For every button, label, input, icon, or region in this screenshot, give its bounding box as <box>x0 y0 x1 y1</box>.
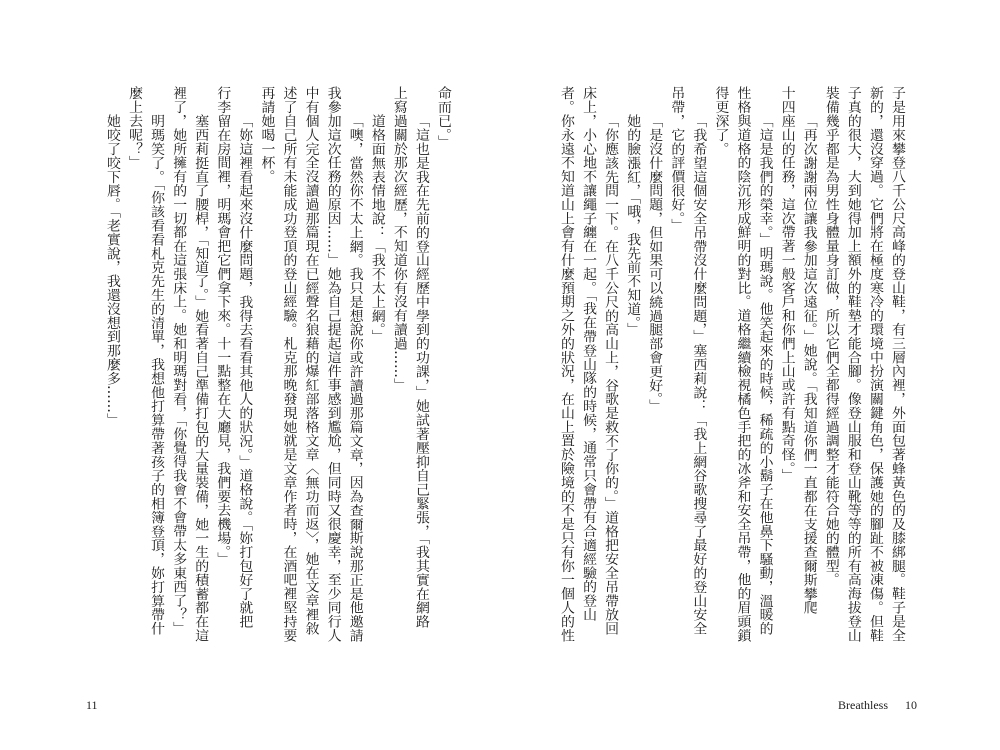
text-column: 「你應該先問一下。在八千公尺的高山上，谷歌是救不了你的。」道格把安全吊帶放回 <box>602 114 619 636</box>
text-column: 道格面無表情地說：「我不太上網。」 <box>368 114 385 344</box>
text-column: 「再次謝謝兩位讓我參加這次遠征。」她說。「我知道你們一直都在支援查爾斯攀爬 <box>800 114 817 615</box>
running-header: Breathless <box>838 698 888 712</box>
text-column: 行李留在房間裡，明瑪會把它們拿下來。十一點整在大廳見，我們要去機場。」 <box>214 86 231 566</box>
text-column: 再請她喝一杯。 <box>258 86 275 184</box>
text-column: 塞西莉挺直了腰桿，「知道了。」她看著自己準備打包的大量裝備，她一生的積蓄都在這 <box>192 114 209 643</box>
text-column: 「妳這裡看起來沒什麼問題，我得去看看其他人的狀況。」道格說。「妳打包好了就把 <box>236 114 253 629</box>
text-column: 床上，小心地不讓繩子纏在一起。「我在帶登山隊的時候，通常只會帶有合適經驗的登山 <box>580 86 597 622</box>
text-column: 新的，還沒穿過。它們將在極度寒冷的環境中扮演關鍵角色，保護她的腳趾不被凍傷。但鞋 <box>866 86 883 642</box>
right-page <box>500 0 1000 750</box>
text-column: 性格與道格的陰沉形成鮮明的對比。道格繼續檢視橘色手把的冰斧和安全吊帶，他的眉頭鎖 <box>734 86 751 642</box>
text-column: 「噢，當然你不太上網。我只是想說你或許讀過那篇文章，因為查爾斯說那正是他邀請 <box>346 114 363 643</box>
page-number: 11 <box>86 698 98 712</box>
text-column: 我參加這次任務的原因……」她為自己提起這件事感到尷尬，但同時又很慶幸，至少同行人 <box>324 86 341 642</box>
text-column: 她的臉漲紅，「哦，我先前不知道。」 <box>624 114 641 337</box>
text-column: 「我希望這個安全吊帶沒什麼問題，」塞西莉說：「我上網谷歌搜尋了最好的登山安全 <box>690 114 707 636</box>
text-column: 「這是我們的榮幸。」明瑪說。他笑起來的時候，稀疏的小鬍子在他鼻下騷動，溫暖的 <box>756 114 773 636</box>
text-column: 子真的很大，大到她得加上額外的鞋墊才能合腳。像登山服和登山靴等等的所有高海拔登山 <box>844 86 861 642</box>
text-column: 麼上去呢？」 <box>126 86 143 170</box>
text-column: 述了自己所有未能成功登頂的登山經驗。札克那晚發現她就是文章作者時，在酒吧裡堅持要 <box>280 86 297 642</box>
text-column: 明瑪笑了。「你該看看札克先生的清單，我想他打算帶著孩子的相簿登頂，妳打算帶什 <box>148 114 165 636</box>
text-column: 者。你永遠不知道山上會有什麼預期之外的狀況，在山上置於險境的不是只有你一個人的性 <box>557 86 574 642</box>
text-column: 裡了，她所擁有的一切都在這張床上。她和明瑪對看，「你覺得我會不會帶太多東西了？」 <box>170 86 187 636</box>
text-column: 「這也是我在先前的登山經歷中學到的功課，」她試著壓抑自己緊張，「我其實在網路 <box>412 114 429 629</box>
text-column: 十四座山的任務，這次帶著一般客戶和你們上山或許有點奇怪。」 <box>778 86 795 483</box>
text-column: 得更深了。 <box>712 86 729 156</box>
text-column: 子是用來攀登八千公尺高峰的登山鞋，有三層內裡，外面包著蜂黃色的及膝綁腿。鞋子是全 <box>889 86 905 642</box>
text-column: 中有個人完全沒讀過那篇現在已經聲名狼藉的爆紅部落格文章〈無功而返〉，她在文章裡敘 <box>302 86 319 636</box>
text-column: 吊帶，它的評價很好。」 <box>668 86 685 232</box>
text-column: 上寫過關於那次經歷，不知道你有沒有讀過……」 <box>390 86 407 392</box>
text-column: 裝備幾乎都是為男性身體量身訂做，所以它們全都得經過調整才能符合她的體型。 <box>822 86 839 587</box>
text-column: 她咬了咬下唇。「老實說，我還沒想到那麼多……」 <box>103 114 120 427</box>
page-number: 10 <box>905 698 917 712</box>
text-column: 「是沒什麼問題，但如果可以繞過腿部會更好。」 <box>646 114 663 413</box>
text-column: 命而已。」 <box>435 86 451 149</box>
